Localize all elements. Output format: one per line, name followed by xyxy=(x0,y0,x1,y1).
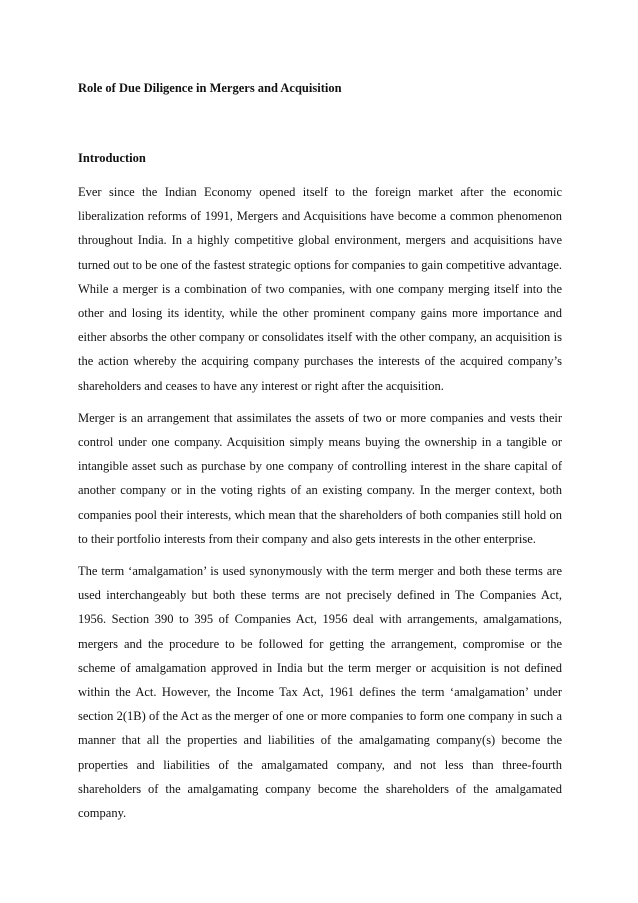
paragraph-1: Ever since the Indian Economy opened itself to the foreign market after the economic liberalization reforms of 1991, Mergers and Acquisitions have become a common phenomenon throughout India. In a highly competitive global environment, mergers and acquisitions have turned out to be one of the fastest strategic options for companies to gain competitive advantage. While a merger is a combination of two companies, with one company merging itself into the other and losing its identity, while the other prominent company gains more importance and either absorbs the other company or consolidates itself with the other company, an acquisition is the action whereby the acquiring company purchases the interests of the acquired company’s shareholders and ceases to have any interest or right after the acquisition. xyxy=(78,185,562,393)
document-body xyxy=(78,76,562,833)
document-title: Role of Due Diligence in Mergers and Acquisition xyxy=(78,81,342,95)
paragraph-3: The term ‘amalgamation’ is used synonymously with the term merger and both these terms are used interchangeably but both these terms are not precisely defined in The Companies Act, 1956. Section 390 to 395 of Companies Act, 1956 deal with arrangements, amalgamations, mergers and the procedure to be followed for getting the arrangement, compromise or the scheme of amalgamation approved in India but the term merger or acquisition is not defined within the Act. However, the Income Tax Act, 1961 defines the term ‘amalgamation’ under section 2(1B) of the Act as the merger of one or more companies to form one company in such a manner that all the properties and liabilities of the amalgamating company(s) become the properties and liabilities of the amalgamated company, and not less than three-fourth shareholders of the amalgamating company become the shareholders of the amalgamated company. xyxy=(78,564,562,821)
paragraph-2: Merger is an arrangement that assimilates the assets of two or more companies and vests their control under one company. Acquisition simply means buying the ownership in a tangible or intangible asset such as purchase by one company of controlling interest in the share capital of another company or in the voting rights of an existing company. In the merger context, both companies pool their interests, which mean that the shareholders of both companies still hold on to their portfolio interests from their company and also gets interests in the other enterprise. xyxy=(78,410,562,546)
section-heading-introduction: Introduction xyxy=(78,151,146,165)
